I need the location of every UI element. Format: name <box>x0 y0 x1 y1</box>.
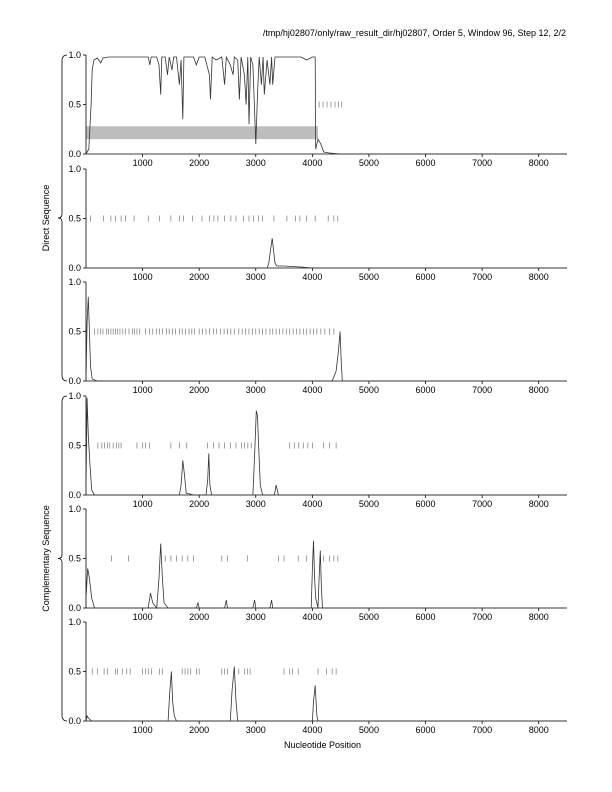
y-tick-label: 0.5 <box>68 440 81 451</box>
figure-header: /tmp/hj02807/only/raw_result_dir/hj02807, Order 5, Window 96, Step 12, 2/2 <box>262 28 566 38</box>
x-tick-label: 3000 <box>245 725 266 735</box>
x-tick-label: 8000 <box>528 158 549 168</box>
y-tick-label: 1.0 <box>68 617 81 627</box>
x-tick-label: 7000 <box>472 158 493 168</box>
y-tick-label: 0.5 <box>68 326 81 337</box>
x-tick-label: 5000 <box>358 612 379 622</box>
series-line-1 <box>86 57 567 154</box>
x-tick-label: 2000 <box>189 158 210 168</box>
y-tick-label: 0.0 <box>68 149 81 159</box>
x-tick-label: 6000 <box>415 725 436 735</box>
series-line-4 <box>86 398 567 495</box>
x-tick-label: 5000 <box>358 499 379 509</box>
x-tick-label: 4000 <box>302 725 323 735</box>
x-tick-label: 5000 <box>358 385 379 395</box>
x-tick-label: 3000 <box>245 612 266 622</box>
x-tick-label: 7000 <box>472 272 493 282</box>
x-tick-label: 1000 <box>132 272 153 282</box>
x-tick-label: 1000 <box>132 612 153 622</box>
group-bracket-1 <box>58 55 67 381</box>
x-tick-label: 5000 <box>358 272 379 282</box>
x-tick-label: 7000 <box>472 499 493 509</box>
y-tick-label: 1.0 <box>68 164 81 174</box>
group-label: Complementary Sequence <box>41 505 51 612</box>
group-label: Direct Sequence <box>41 184 51 252</box>
x-tick-label: 2000 <box>189 499 210 509</box>
x-tick-label: 2000 <box>189 385 210 395</box>
x-tick-label: 6000 <box>415 385 436 395</box>
x-tick-label: 7000 <box>472 612 493 622</box>
x-tick-label: 4000 <box>302 499 323 509</box>
x-tick-label: 1000 <box>132 158 153 168</box>
series-line-3 <box>86 297 567 381</box>
x-tick-label: 2000 <box>189 612 210 622</box>
x-tick-label: 7000 <box>472 385 493 395</box>
x-tick-label: 3000 <box>245 158 266 168</box>
x-tick-label: 3000 <box>245 272 266 282</box>
y-tick-label: 0.5 <box>68 213 81 224</box>
series-line-5 <box>86 541 567 608</box>
y-tick-label: 1.0 <box>68 504 81 514</box>
x-tick-label: 4000 <box>302 158 323 168</box>
confidence-band <box>86 126 318 139</box>
y-tick-label: 1.0 <box>68 277 81 287</box>
y-tick-label: 0.0 <box>68 716 81 726</box>
x-tick-label: 1000 <box>132 499 153 509</box>
x-tick-label: 2000 <box>189 725 210 735</box>
y-tick-label: 1.0 <box>68 391 81 401</box>
x-tick-label: 8000 <box>528 499 549 509</box>
x-tick-label: 2000 <box>189 272 210 282</box>
y-tick-label: 0.5 <box>68 553 81 564</box>
x-tick-label: 4000 <box>302 612 323 622</box>
y-tick-label: 1.0 <box>68 50 81 60</box>
x-tick-label: 8000 <box>528 272 549 282</box>
x-tick-label: 6000 <box>415 272 436 282</box>
x-tick-label: 3000 <box>245 385 266 395</box>
y-tick-label: 0.0 <box>68 376 81 386</box>
x-tick-label: 8000 <box>528 725 549 735</box>
x-tick-label: 3000 <box>245 499 266 509</box>
y-tick-label: 0.5 <box>68 99 81 110</box>
y-tick-label: 0.5 <box>68 666 81 677</box>
x-tick-label: 4000 <box>302 272 323 282</box>
series-line-6 <box>86 667 567 722</box>
x-tick-label: 6000 <box>415 612 436 622</box>
x-tick-label: 8000 <box>528 385 549 395</box>
x-tick-label: 5000 <box>358 158 379 168</box>
x-tick-label: 1000 <box>132 385 153 395</box>
y-tick-label: 0.0 <box>68 603 81 613</box>
x-tick-label: 4000 <box>302 385 323 395</box>
x-tick-label: 6000 <box>415 158 436 168</box>
x-tick-label: 6000 <box>415 499 436 509</box>
x-tick-label: 7000 <box>472 725 493 735</box>
y-tick-label: 0.0 <box>68 263 81 273</box>
x-axis-title: Nucleotide Position <box>283 740 362 750</box>
x-tick-label: 8000 <box>528 612 549 622</box>
group-bracket-2 <box>58 396 67 721</box>
y-tick-label: 0.0 <box>68 490 81 500</box>
series-line-2 <box>86 238 567 268</box>
x-tick-label: 1000 <box>132 725 153 735</box>
x-tick-label: 5000 <box>358 725 379 735</box>
